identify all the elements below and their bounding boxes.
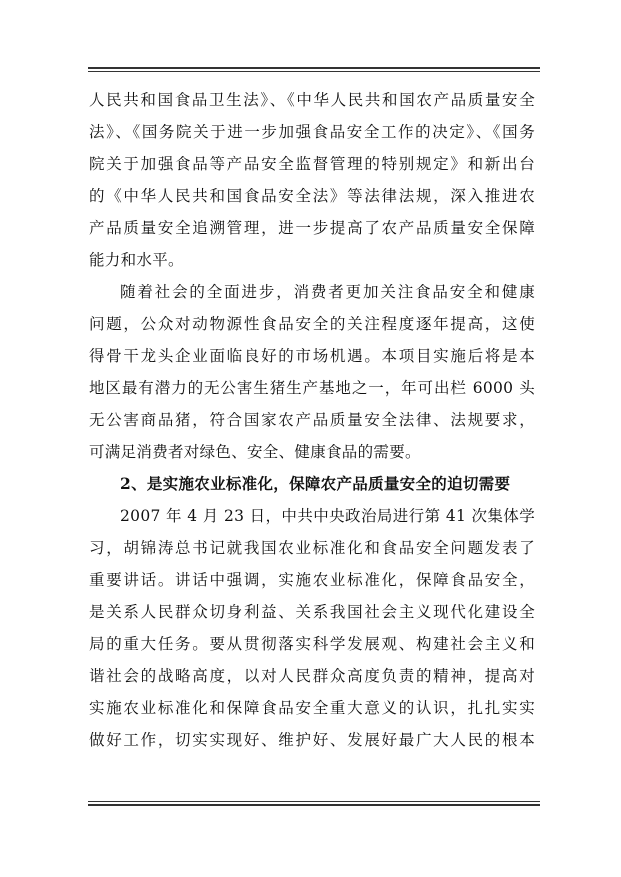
text-line: 问题，公众对动物源性食品安全的关注程度逐年提高，这使	[89, 315, 535, 333]
text-line: 2007 年 4 月 23 日，中共中央政治局进行第 41 次集体学	[120, 507, 535, 525]
text-line: 得骨干龙头企业面临良好的市场机遇。本项目实施后将是本	[89, 347, 535, 365]
header-rule	[88, 67, 540, 72]
section-heading: 2、是实施农业标准化，保障农产品质量安全的迫切需要	[120, 474, 511, 493]
paragraph-continuation	[89, 84, 535, 276]
text-line: 实施农业标准化和保障食品安全重大意义的认识，扎扎实实	[89, 699, 535, 717]
text-line: 院关于加强食品等产品安全监督管理的特别规定》和新出台	[89, 155, 535, 173]
text-line: 是关系人民群众切身利益、关系我国社会主义现代化建设全	[89, 603, 535, 621]
text-line: 的《中华人民共和国食品安全法》等法律法规，深入推进农	[89, 187, 535, 205]
footer-rule	[88, 801, 540, 806]
text-line: 人民共和国食品卫生法》、《中华人民共和国农产品质量安全	[89, 91, 535, 109]
text-line: 地区最有潜力的无公害生猪生产基地之一，年可出栏 6000 头	[89, 379, 535, 397]
text-line: 能力和水平。	[89, 251, 184, 269]
text-line: 重要讲话。讲话中强调，实施农业标准化，保障食品安全，	[89, 571, 535, 589]
paragraph-body	[89, 276, 535, 468]
text-line: 可满足消费者对绿色、安全、健康食品的需要。	[89, 443, 421, 461]
text-line: 做好工作，切实实现好、维护好、发展好最广大人民的根本	[89, 731, 535, 749]
text-line: 产品质量安全追溯管理，进一步提高了农产品质量安全保障	[89, 219, 535, 237]
text-line: 随着社会的全面进步，消费者更加关注食品安全和健康	[120, 283, 535, 301]
text-line: 局的重大任务。要从贯彻落实科学发展观、构建社会主义和	[89, 635, 535, 653]
paragraph-body	[89, 500, 535, 756]
text-line: 无公害商品猪，符合国家农产品质量安全法律、法规要求，	[89, 411, 535, 429]
text-line: 谐社会的战略高度，以对人民群众高度负责的精神，提高对	[89, 667, 535, 685]
text-line: 习，胡锦涛总书记就我国农业标准化和食品安全问题发表了	[89, 539, 535, 557]
document-body	[89, 84, 535, 756]
text-line: 法》、《国务院关于进一步加强食品安全工作的决定》、《国务	[89, 123, 535, 141]
